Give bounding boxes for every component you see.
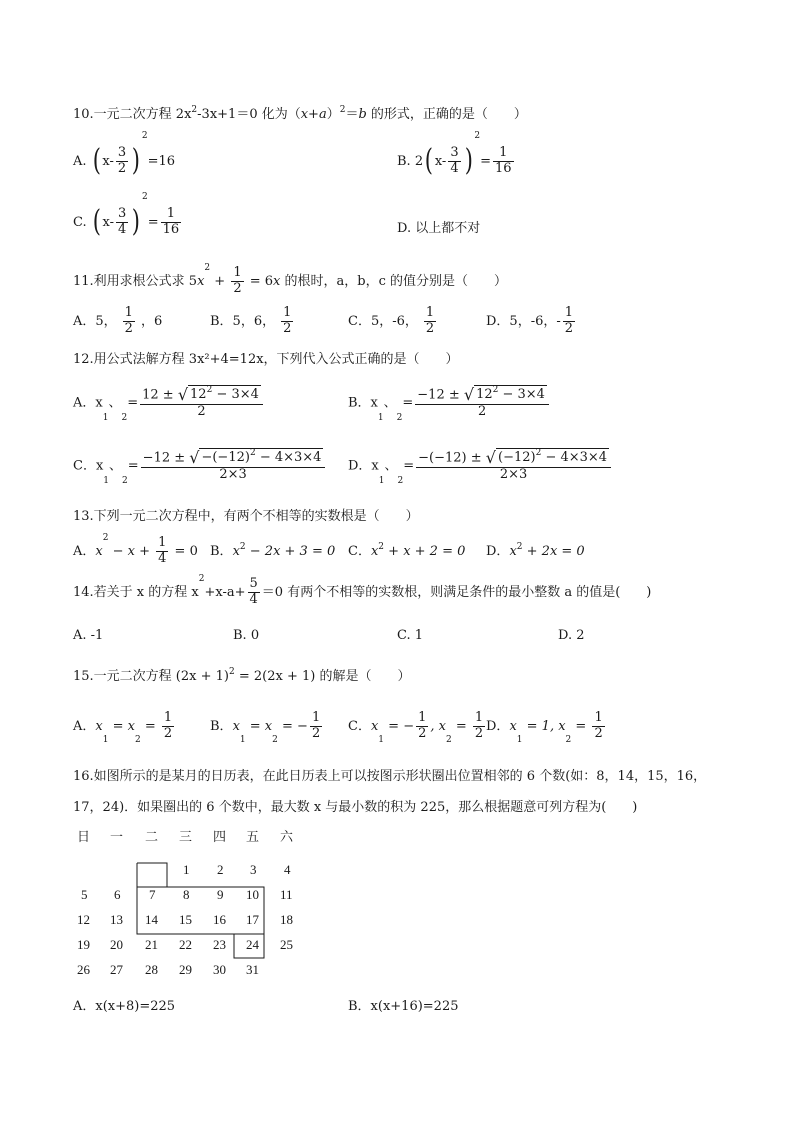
option-label: A．x xyxy=(73,395,103,411)
calendar-weekday: 四 xyxy=(213,829,227,844)
calendar-day: 28 xyxy=(145,962,158,977)
calendar-weekday: 日 xyxy=(77,829,91,844)
fraction: $\frac{1}{2}$ xyxy=(564,305,574,336)
left-paren: ( xyxy=(92,143,101,179)
stem-text: = 6 xyxy=(245,273,274,289)
q10-stem-text: 的形式，正确的是（ ） xyxy=(366,107,527,122)
fraction: $\frac{1}{2}$ xyxy=(124,305,133,336)
q10-stem-text: ＝ xyxy=(345,107,359,122)
calendar-day: 20 xyxy=(110,937,123,952)
q13-option-a[interactable]: A．$x^2 - x$ + $\frac{1}{4}$ = 0 xyxy=(73,533,198,566)
calendar-day: 9 xyxy=(217,887,224,902)
q16-stem-line-1: 16.如图所示的是某月的日历表，在此日历表上可以按图示形状圈出位置相邻的 6 个数(如：8，14，15，16， xyxy=(73,769,707,784)
var: x xyxy=(273,273,281,289)
right-paren: ) xyxy=(131,143,141,179)
calendar-day: 17 xyxy=(246,912,259,927)
calendar-day: 7 xyxy=(149,887,156,902)
fraction: $\frac{1}{16}$ xyxy=(162,206,180,237)
q12-option-c[interactable]: C．$x_1$、$_2$= $\frac{-12 \pm √ -(-12)^2 - 4\times 3\times 4}{2\times 3}$ xyxy=(73,449,327,483)
fraction: $\frac{1}{2}$ xyxy=(283,305,292,336)
q10-stem-text: 10.一元二次方程 2x xyxy=(73,107,192,122)
calendar-day: 24 xyxy=(246,937,259,952)
q14-stem: 14.若关于 x 的方程 $x^2+x-a+$ $\frac{5}{4}$ ＝0 有两个不相等的实数根，则满足条件的最小整数 a 的值是( ) xyxy=(73,574,652,607)
calendar-weekday: 三 xyxy=(179,829,193,844)
expr: x- xyxy=(434,153,447,169)
q13-option-b[interactable]: B．$x^2 - 2x + 3 = 0$ xyxy=(210,542,336,559)
q14-option-d[interactable]: D. 2 xyxy=(558,628,585,643)
q15-option-c[interactable]: C．$x_1$ = − $\frac{1}{2}$ , $x_2$ = $\frac{1}{2}$ xyxy=(348,710,484,745)
stem-text: 11.利用求根公式求 5 xyxy=(73,273,198,289)
q10-exponent: 2 xyxy=(191,105,198,115)
q13-option-d[interactable]: D．$x^2 + 2x = 0$ xyxy=(486,542,585,559)
fraction: $\frac{12 \pm √ 12^2 - 3\times 4}{2}$ xyxy=(140,386,263,420)
calendar-day: 16 xyxy=(213,912,226,927)
calendar-weekday: 六 xyxy=(280,829,294,844)
q10-exponent: 2 xyxy=(339,105,346,115)
calendar-day: 30 xyxy=(213,962,226,977)
q10-option-a[interactable] xyxy=(73,131,176,179)
fraction: $\frac{-12 \pm √ -(-12)^2 - 4\times 3\times 4}{2\times 3}$ xyxy=(141,449,326,483)
var: x xyxy=(197,273,205,289)
fraction: $\frac{3}{4}$ xyxy=(117,206,127,237)
q12-option-b[interactable]: B．$x_1$、$_2$= $\frac{-12 \pm √ 12^2 - 3\times 4}{2}$ xyxy=(348,386,551,420)
fraction: $\frac{-(-12) \pm √ (-12)^2 - 4\times 3\times 4}{2\times 3}$ xyxy=(416,449,611,483)
calendar-day: 4 xyxy=(284,862,291,877)
q10-stem-var: b xyxy=(358,107,367,122)
option-label: D．x xyxy=(348,458,379,474)
option-text: ，6 xyxy=(140,313,163,329)
calendar-day: 1 xyxy=(183,862,190,877)
option-text: B．5，6， xyxy=(210,313,276,329)
fraction: $\frac{1}{16}$ xyxy=(494,145,512,176)
expr: =16 xyxy=(147,153,176,169)
calendar-day: 27 xyxy=(110,962,123,977)
q11-option-b[interactable] xyxy=(210,306,299,337)
option-text: A．5， xyxy=(73,313,117,329)
left-paren: ( xyxy=(92,204,101,240)
q15-option-b[interactable]: B．$x_1 = x_2$ = − $\frac{1}{2}$ xyxy=(210,710,321,745)
q13-option-c[interactable]: C．$x^2 + x + 2 = 0$ xyxy=(348,542,466,559)
fraction: $\frac{3}{4}$ xyxy=(450,145,459,176)
calendar-day: 12 xyxy=(77,912,90,927)
calendar-day: 22 xyxy=(179,937,192,952)
q10-option-c[interactable] xyxy=(73,192,183,240)
calendar xyxy=(60,825,300,985)
option-text: D．5，-6，- xyxy=(486,313,561,329)
calendar-outline xyxy=(60,825,300,985)
calendar-highlight-top xyxy=(137,863,167,887)
q11-option-d[interactable] xyxy=(486,306,577,337)
q11-option-a[interactable] xyxy=(73,306,162,337)
calendar-day: 18 xyxy=(280,912,293,927)
q16-option-a[interactable]: A．x(x+8)=225 xyxy=(73,999,176,1014)
fraction: $\frac{1}{2}$ xyxy=(163,710,173,741)
exponent: 2 xyxy=(141,192,148,202)
exponent: 2 xyxy=(474,131,481,141)
calendar-day: 11 xyxy=(280,887,293,902)
calendar-day: 19 xyxy=(77,937,90,952)
q12-option-a[interactable]: A．$x_1$、$_2$= $\frac{12 \pm √ 12^2 - 3\times 4}{2}$ xyxy=(73,386,265,420)
calendar-day: 29 xyxy=(179,962,192,977)
calendar-day: 31 xyxy=(246,962,259,977)
option-label: B. xyxy=(397,153,411,169)
fraction: $\frac{1}{2}$ xyxy=(425,305,435,336)
calendar-weekday: 二 xyxy=(145,829,159,844)
option-label: A. xyxy=(73,153,87,169)
fraction: $\frac{1}{2}$ xyxy=(233,265,242,296)
q10-stem-text: -3x+1＝0 化为（ xyxy=(197,107,301,122)
q15-option-a[interactable]: A．$x_1 = x_2$ = $\frac{1}{2}$ xyxy=(73,710,173,745)
option-label: C. xyxy=(73,214,87,230)
q16-option-b[interactable]: B．x(x+16)=225 xyxy=(348,999,459,1014)
fraction: $\frac{1}{2}$ xyxy=(418,710,427,741)
fraction: $\frac{1}{2}$ xyxy=(311,710,321,741)
exponent: 2 xyxy=(204,263,211,273)
exponent: 2 xyxy=(141,131,148,141)
fraction: $\frac{5}{4}$ xyxy=(249,576,258,607)
q16-stem-line-2: 17，24)．如果圈出的 6 个数中，最大数 x 与最小数的积为 225，那么根据题意可列方程为( ) xyxy=(73,800,638,815)
calendar-day: 15 xyxy=(179,912,192,927)
q12-option-d[interactable]: D．$x_1$、$_2$= $\frac{-(-12) \pm √ (-12)^2 - 4\times 3\times 4}{2\times 3}$ xyxy=(348,449,613,483)
expr: = xyxy=(480,153,491,169)
stem-text: 的根时，a，b，c 的值分别是（ ） xyxy=(280,273,508,289)
q15-option-d[interactable]: D．$x_1 = 1$, $x_2$ = $\frac{1}{2}$ xyxy=(486,710,603,745)
expr: x- xyxy=(102,214,114,230)
q10-option-b[interactable] xyxy=(397,131,516,179)
q10-option-d[interactable]: D. 以上都不对 xyxy=(397,221,481,236)
expr: = xyxy=(147,214,159,230)
calendar-day: 6 xyxy=(114,887,121,902)
calendar-day: 14 xyxy=(145,912,158,927)
calendar-day: 26 xyxy=(77,962,90,977)
calendar-day: 2 xyxy=(217,862,224,877)
calendar-day: 8 xyxy=(183,887,190,902)
option-label: C．x xyxy=(73,458,104,474)
q11-stem xyxy=(73,263,508,297)
q14-option-c[interactable]: C. 1 xyxy=(397,628,424,643)
calendar-weekday: 一 xyxy=(110,829,124,844)
q10-stem-var: x+a xyxy=(300,107,327,122)
q14-option-a[interactable]: A. -1 xyxy=(73,628,104,643)
left-paren: ( xyxy=(424,143,434,179)
q10-stem xyxy=(73,105,527,122)
q10-stem-text: ） xyxy=(326,107,340,122)
fraction: $\frac{3}{2}$ xyxy=(117,145,127,176)
calendar-day: 21 xyxy=(145,937,158,952)
fraction: $\frac{1}{2}$ xyxy=(474,710,484,741)
q12-stem: 12.用公式法解方程 3x²+4=12x，下列代入公式正确的是（ ） xyxy=(73,352,459,367)
calendar-day: 13 xyxy=(110,912,123,927)
fraction: $\frac{-12 \pm √ 12^2 - 3\times 4}{2}$ xyxy=(415,386,549,420)
calendar-day: 3 xyxy=(250,862,257,877)
calendar-day: 25 xyxy=(280,937,293,952)
calendar-day: 10 xyxy=(246,887,259,902)
option-text: C．5，-6， xyxy=(348,313,418,329)
q11-option-c[interactable] xyxy=(348,306,442,337)
expr: x- xyxy=(102,153,114,169)
fraction: $\frac{1}{4}$ xyxy=(158,535,167,566)
right-paren: ) xyxy=(132,204,141,240)
calendar-day: 5 xyxy=(81,887,88,902)
q15-stem: 15.一元二次方程 $(2x + 1)^2 = 2(2x + 1)$ 的解是（ ） xyxy=(73,667,411,684)
expr: 2 xyxy=(414,153,424,169)
stem-text: + xyxy=(210,273,230,289)
option-label: B．x xyxy=(348,395,378,411)
fraction: $\frac{1}{2}$ xyxy=(594,710,603,741)
q13-stem: 13.下列一元二次方程中，有两个不相等的实数根是（ ） xyxy=(73,509,419,524)
calendar-day: 23 xyxy=(213,937,226,952)
q14-option-b[interactable]: B. 0 xyxy=(233,628,260,643)
right-paren: ) xyxy=(464,143,473,179)
calendar-weekday: 五 xyxy=(246,829,260,844)
